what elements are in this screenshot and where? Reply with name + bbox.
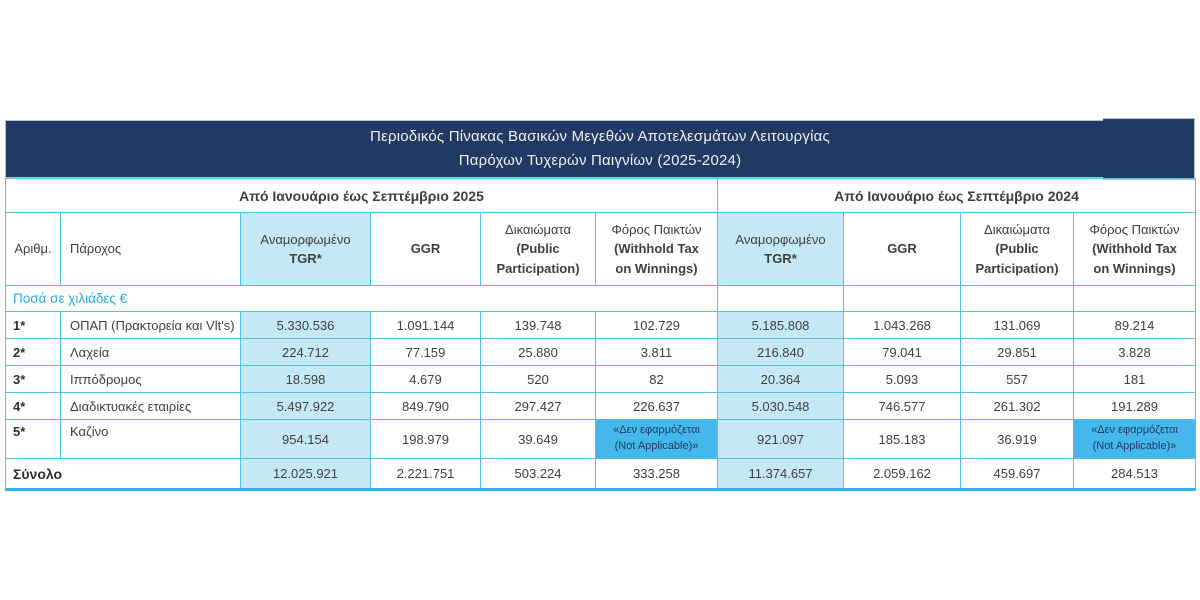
ggr-2024-value: 185.183 — [844, 420, 961, 459]
col-header-provider: Πάροχος — [61, 213, 241, 286]
ggr-2024-value: 79.041 — [844, 339, 961, 366]
provider-name: Ιππόδρομος — [61, 366, 241, 393]
units-note: Ποσά σε χιλιάδες € — [6, 286, 718, 312]
na-line2: (Not Applicable)» — [1092, 440, 1177, 452]
page-title-line2: Παρόχων Τυχερών Παιγνίων (2025-2024) — [458, 152, 742, 169]
rights-label-line2: (Public — [516, 241, 560, 257]
tgr-2025-value: 224.712 — [241, 339, 371, 366]
period-header-row — [6, 179, 1196, 213]
results-table — [5, 178, 1196, 491]
ggr-2024-value: 5.093 — [844, 366, 961, 393]
total-tgr-2025: 12.025.921 — [241, 459, 371, 490]
tax-2025-not-applicable — [596, 420, 718, 459]
col-header-tax-2025 — [596, 213, 718, 286]
tax-2024-value: 191.289 — [1074, 393, 1196, 420]
rights-2025-value: 39.649 — [481, 420, 596, 459]
tax-label-line3: on Winnings) — [1093, 260, 1176, 276]
table-row-casino — [6, 420, 1196, 459]
ggr-2025-value: 77.159 — [371, 339, 481, 366]
rights-label-line2: (Public — [995, 241, 1039, 257]
row-num: 2* — [6, 339, 61, 366]
empty-cell — [844, 286, 961, 312]
col-header-tax-2024 — [1074, 213, 1196, 286]
empty-cell — [961, 286, 1074, 312]
provider-name: Λαχεία — [61, 339, 241, 366]
column-header-row — [6, 213, 1196, 286]
table-row-online — [6, 393, 1196, 420]
table-row-opap — [6, 312, 1196, 339]
col-header-tgr-2025 — [241, 213, 371, 286]
row-num: 3* — [6, 366, 61, 393]
row-num: 1* — [6, 312, 61, 339]
page-title — [5, 120, 1195, 178]
na-line1: «Δεν εφαρμόζεται — [613, 424, 700, 437]
tgr-label-line1: Αναμορφωμένο — [260, 231, 351, 247]
tgr-2024-value: 921.097 — [718, 420, 844, 459]
tax-2024-value: 89.214 — [1074, 312, 1196, 339]
ggr-2024-value: 1.043.268 — [844, 312, 961, 339]
rights-2025-value: 25.880 — [481, 339, 596, 366]
na-line1: «Δεν εφαρμόζεται — [1091, 424, 1178, 437]
rights-2025-value: 139.748 — [481, 312, 596, 339]
tax-2024-not-applicable — [1074, 420, 1196, 459]
tax-2025-value: 3.811 — [596, 339, 718, 366]
ggr-2025-value: 4.679 — [371, 366, 481, 393]
col-header-ggr-2024: GGR — [844, 213, 961, 286]
tgr-label-line1: Αναμορφωμένο — [735, 231, 826, 247]
rights-2024-value: 131.069 — [961, 312, 1074, 339]
tgr-label-line2: TGR* — [764, 251, 797, 266]
tax-label-line2: (Withhold Tax — [1092, 241, 1177, 257]
col-header-num: Αριθμ. — [6, 213, 61, 286]
period-2024-header: Από Ιανουάριο έως Σεπτέμβριο 2024 — [718, 179, 1196, 213]
rights-2024-value: 29.851 — [961, 339, 1074, 366]
ggr-2025-value: 849.790 — [371, 393, 481, 420]
row-num: 4* — [6, 393, 61, 420]
rights-2024-value: 557 — [961, 366, 1074, 393]
total-label: Σύνολο — [6, 459, 241, 490]
page-title-line1: Περιοδικός Πίνακας Βασικών Μεγεθών Αποτελεσμάτων Λειτουργίας — [370, 128, 830, 145]
table-row-total — [6, 459, 1196, 490]
tgr-2024-value: 5.185.808 — [718, 312, 844, 339]
provider-name: ΟΠΑΠ (Πρακτορεία και Vlt's) — [61, 312, 241, 339]
tgr-2025-value: 5.330.536 — [241, 312, 371, 339]
col-header-tgr-2024 — [718, 213, 844, 286]
tax-label-line3: on Winnings) — [615, 260, 698, 276]
period-2025-header: Από Ιανουάριο έως Σεπτέμβριο 2025 — [6, 179, 718, 213]
tax-label-line2: (Withhold Tax — [614, 241, 699, 257]
tgr-2025-value: 18.598 — [241, 366, 371, 393]
tgr-label-line2: TGR* — [289, 251, 322, 266]
rights-label-line3: Participation) — [496, 260, 580, 276]
tax-label-line1: Φόρος Παικτών — [611, 221, 702, 237]
tgr-2024-value: 5.030.548 — [718, 393, 844, 420]
tgr-2025-value: 5.497.922 — [241, 393, 371, 420]
total-ggr-2025: 2.221.751 — [371, 459, 481, 490]
table-row-lotteries — [6, 339, 1196, 366]
total-tax-2024: 284.513 — [1074, 459, 1196, 490]
rights-label-line1: Δικαιώματα — [984, 221, 1050, 237]
rights-label-line3: Participation) — [975, 260, 1059, 276]
tgr-2024-value: 216.840 — [718, 339, 844, 366]
table-row-horseracing — [6, 366, 1196, 393]
tax-2025-value: 226.637 — [596, 393, 718, 420]
tgr-2024-value: 20.364 — [718, 366, 844, 393]
rights-label-line1: Δικαιώματα — [505, 221, 571, 237]
tgr-2025-value: 954.154 — [241, 420, 371, 459]
total-ggr-2024: 2.059.162 — [844, 459, 961, 490]
ggr-2024-value: 746.577 — [844, 393, 961, 420]
col-header-rights-2024 — [961, 213, 1074, 286]
total-rights-2024: 459.697 — [961, 459, 1074, 490]
tax-2025-value: 102.729 — [596, 312, 718, 339]
ggr-2025-value: 1.091.144 — [371, 312, 481, 339]
total-tax-2025: 333.258 — [596, 459, 718, 490]
col-header-rights-2025 — [481, 213, 596, 286]
empty-cell — [1074, 286, 1196, 312]
row-num: 5* — [6, 420, 61, 459]
ggr-2025-value: 198.979 — [371, 420, 481, 459]
provider-name: Διαδικτυακές εταιρίες — [61, 393, 241, 420]
rights-2025-value: 297.427 — [481, 393, 596, 420]
col-header-ggr-2025: GGR — [371, 213, 481, 286]
units-note-row — [6, 286, 1196, 312]
rights-2024-value: 261.302 — [961, 393, 1074, 420]
tax-2025-value: 82 — [596, 366, 718, 393]
provider-name: Καζίνο — [61, 420, 241, 459]
rights-2025-value: 520 — [481, 366, 596, 393]
tax-label-line1: Φόρος Παικτών — [1089, 221, 1180, 237]
na-line2: (Not Applicable)» — [614, 440, 699, 452]
total-rights-2025: 503.224 — [481, 459, 596, 490]
total-tgr-2024: 11.374.657 — [718, 459, 844, 490]
empty-cell — [718, 286, 844, 312]
rights-2024-value: 36.919 — [961, 420, 1074, 459]
tax-2024-value: 3.828 — [1074, 339, 1196, 366]
tax-2024-value: 181 — [1074, 366, 1196, 393]
